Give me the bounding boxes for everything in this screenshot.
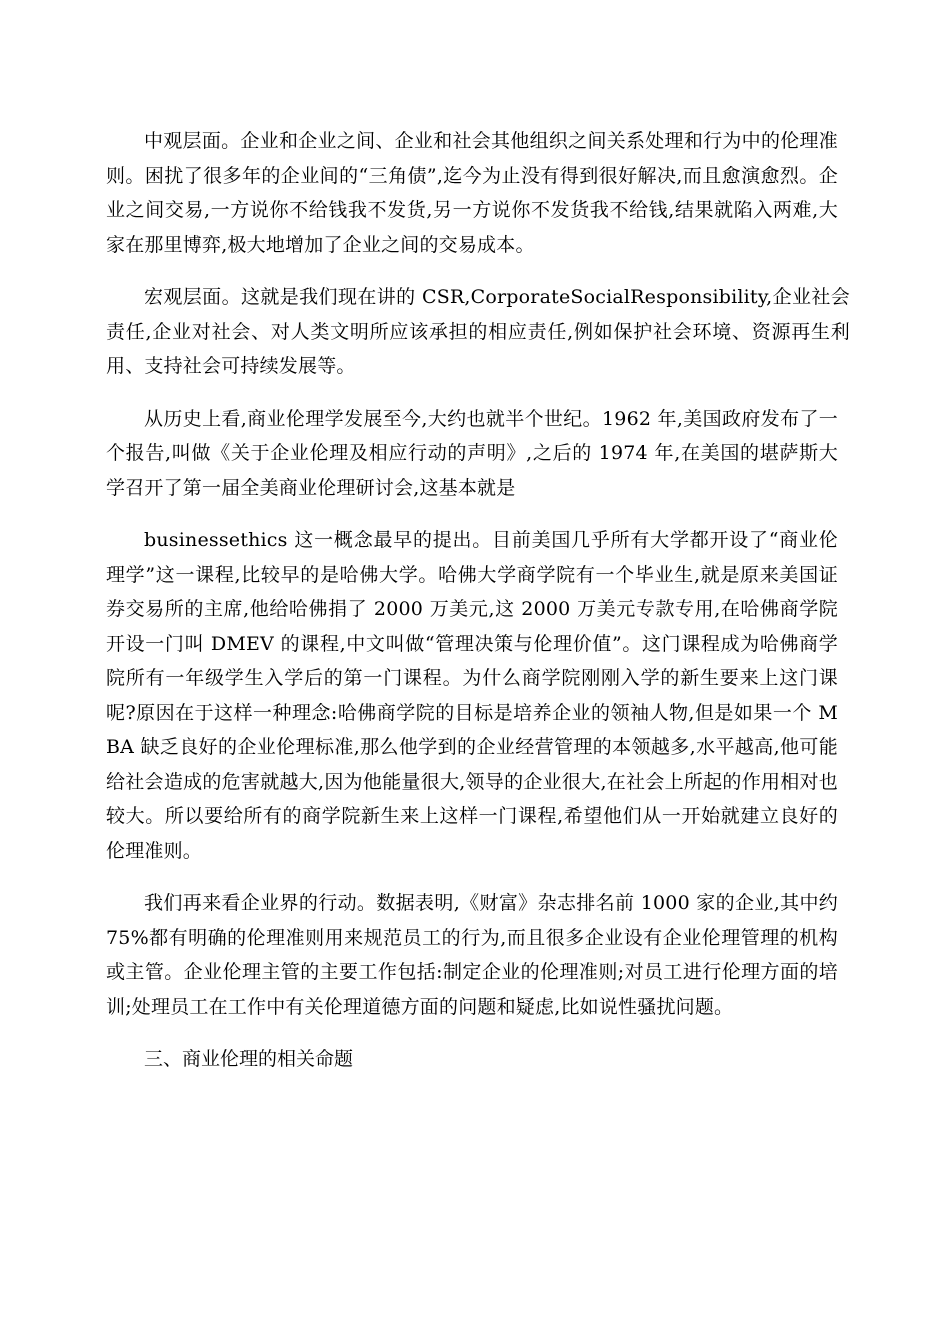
paragraph-meso-level: 中观层面。企业和企业之间、企业和社会其他组织之间关系处理和行为中的伦理准则。困扰了很多年的企业间的“三角债”,迄今为止没有得到很好解决,而且愈演愈烈。企业之间交易,一方说你不给钱我不发货,另一方说你不发货我不给钱,结果就陷入两难,大家在那里博弈,极大地增加了企业之间的交易成本。 [106,130,838,256]
document-body [106,124,850,1077]
paragraph-corporate-action: 我们再来看企业界的行动。数据表明,《财富》杂志排名前 1000 家的企业,其中约 75%都有明确的伦理准则用来规范员工的行为,而且很多企业设有企业伦理管理的机构或主管。企业伦理主管的主要工作包括:制定企业的伦理准则;对员工进行伦理方面的培训;处理员工在工作中有关伦理道德方面的问题和疑虑,比如说性骚扰问题。 [106,892,838,1018]
paragraph-history: 从历史上看,商业伦理学发展至今,大约也就半个世纪。1962 年,美国政府发布了一个报告,叫做《关于企业伦理及相应行动的声明》,之后的 1974 年,在美国的堪萨斯大学召开了第一届全美商业伦理研讨会,这基本就是 [106,407,838,499]
paragraph-macro-level: 宏观层面。这就是我们现在讲的 CSR,CorporateSocialResponsibility,企业社会责任,企业对社会、对人类文明所应该承担的相应责任,例如保护社会环境、资源再生利用、支持社会可持续发展等。 [106,286,850,377]
paragraph-business-ethics: businessethics 这一概念最早的提出。目前美国几乎所有大学都开设了“商业伦理学”这一课程,比较早的是哈佛大学。哈佛大学商学院有一个毕业生,就是原来美国证券交易所的主席,他给哈佛捐了 2000 万美元,这 2000 万美元专款专用,在哈佛商学院开设一门叫 DMEV 的课程,中文叫做“管理决策与伦理价值”。这门课程成为哈佛商学院所有一年级学生入学后的第一门课程。为什么商学院刚刚入学的新生要来上这门课呢?原因在于这样一种理念:哈佛商学院的目标是培养企业的领袖人物,但是如果一个 MBA 缺乏良好的企业伦理标准,那么他学到的企业经营管理的本领越多,水平越高,他可能给社会造成的危害就越大,因为他能量很大,领导的企业很大,在社会上所起的作用相对也较大。所以要给所有的商学院新生来上这样一门课程,希望他们从一开始就建立良好的伦理准则。 [106,529,838,862]
section-heading: 三、商业伦理的相关命题 [144,1048,354,1070]
